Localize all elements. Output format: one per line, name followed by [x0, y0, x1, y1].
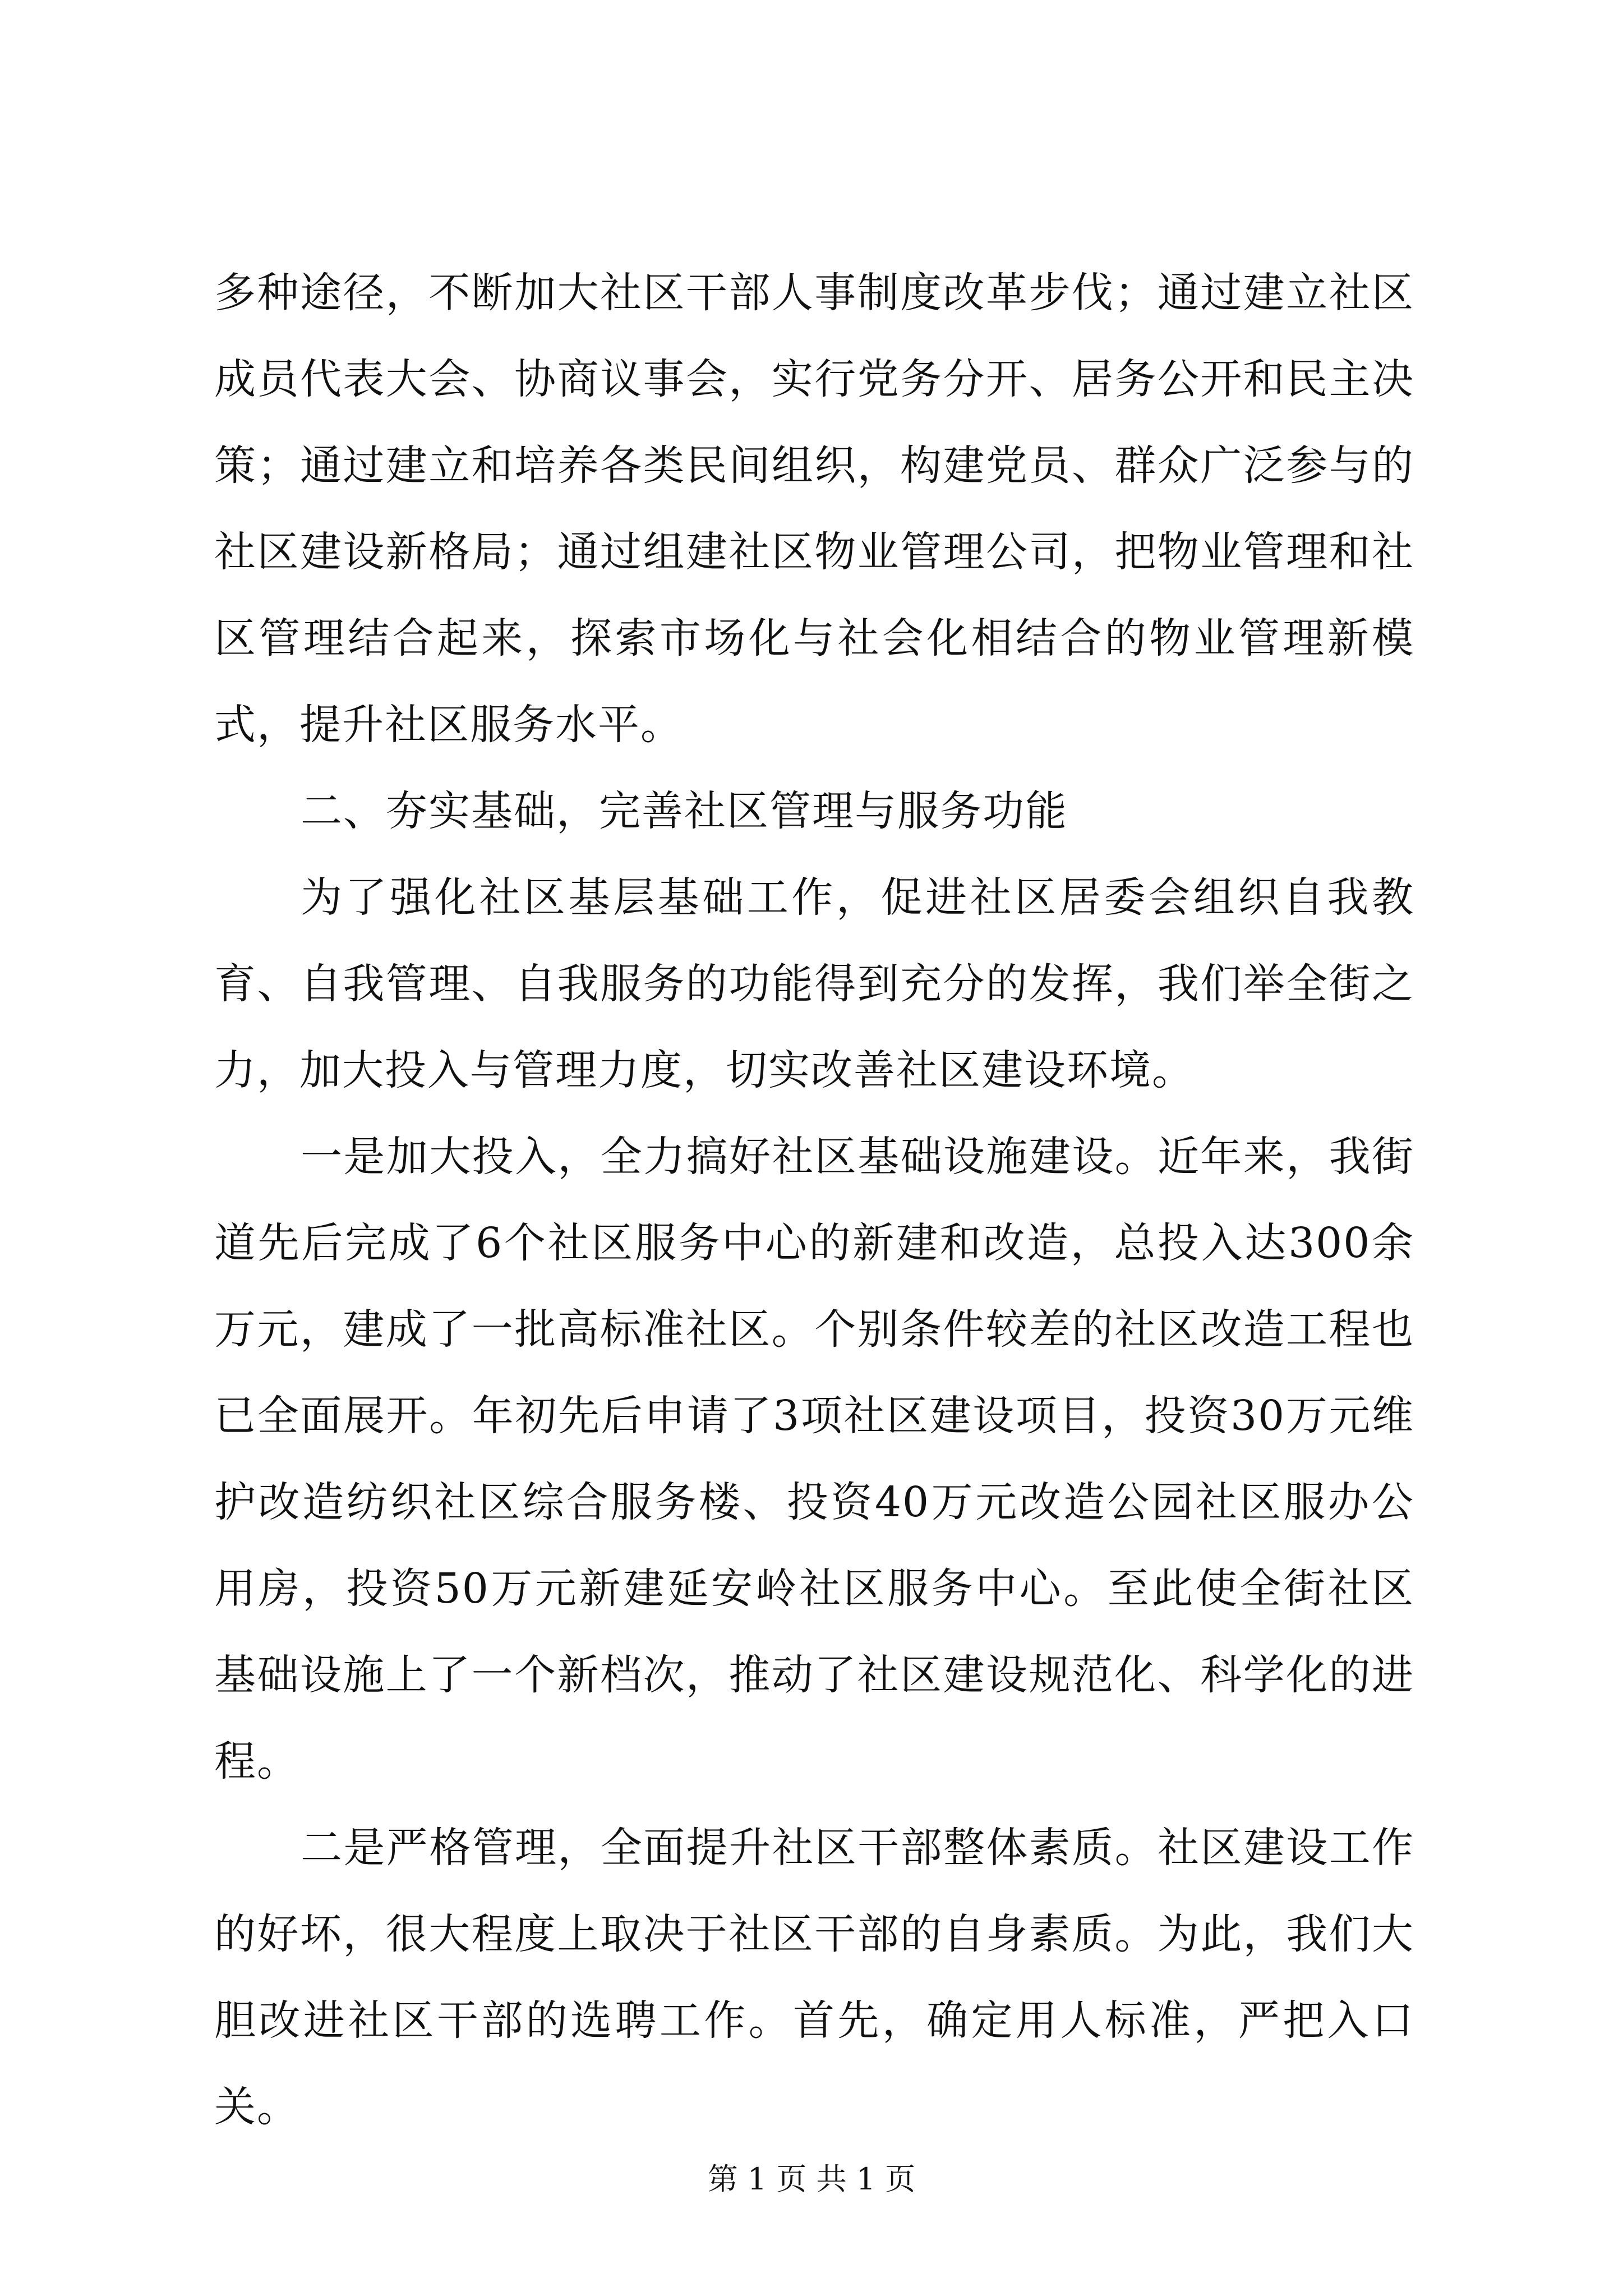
paragraph-3: 为了强化社区基层基础工作，促进社区居委会组织自我教育、自我管理、自我服务的功能得到充分的发挥，我们举全街之力，加大投入与管理力度，切实改善社区建设环境。: [214, 873, 1414, 1094]
paragraph-1: 多种途径，不断加大社区干部人事制度改革步伐；通过建立社区成员代表大会、协商议事会，实行党务分开、居务公开和民主决策；通过建立和培养各类民间组织，构建党员、群众广泛参与的社区建设新格局；通过组建社区物业管理公司，把物业管理和社区管理结合起来，探索市场化与社会化相结合的物业管理新模式，提升社区服务水平。: [214, 269, 1414, 749]
paragraph-4: 一是加大投入，全力搞好社区基础设施建设。近年来，我街道先后完成了6个社区服务中心的新建和改造，总投入达300余万元，建成了一批高标准社区。个别条件较差的社区改造工程也已全面展开。年初先后申请了3项社区建设项目，投资30万元维护改造纺织社区综合服务楼、投资40万元改造公园社区服办公用房，投资50万元新建延安岭社区服务中心。至此使全街社区基础设施上了一个新档次，推动了社区建设规范化、科学化的进程。: [214, 1133, 1414, 1786]
document-body: [214, 250, 1414, 2150]
page-footer: 第 1 页 共 1 页: [707, 2161, 916, 2197]
paragraph-5: 二是严格管理，全面提升社区干部整体素质。社区建设工作的好坏，很大程度上取决于社区干部的自身素质。为此，我们大胆改进社区干部的选聘工作。首先，确定用人标准，严把入口关。: [214, 1824, 1414, 2131]
section-heading-2: 二、夯实基础，完善社区管理与服务功能: [301, 787, 1068, 835]
